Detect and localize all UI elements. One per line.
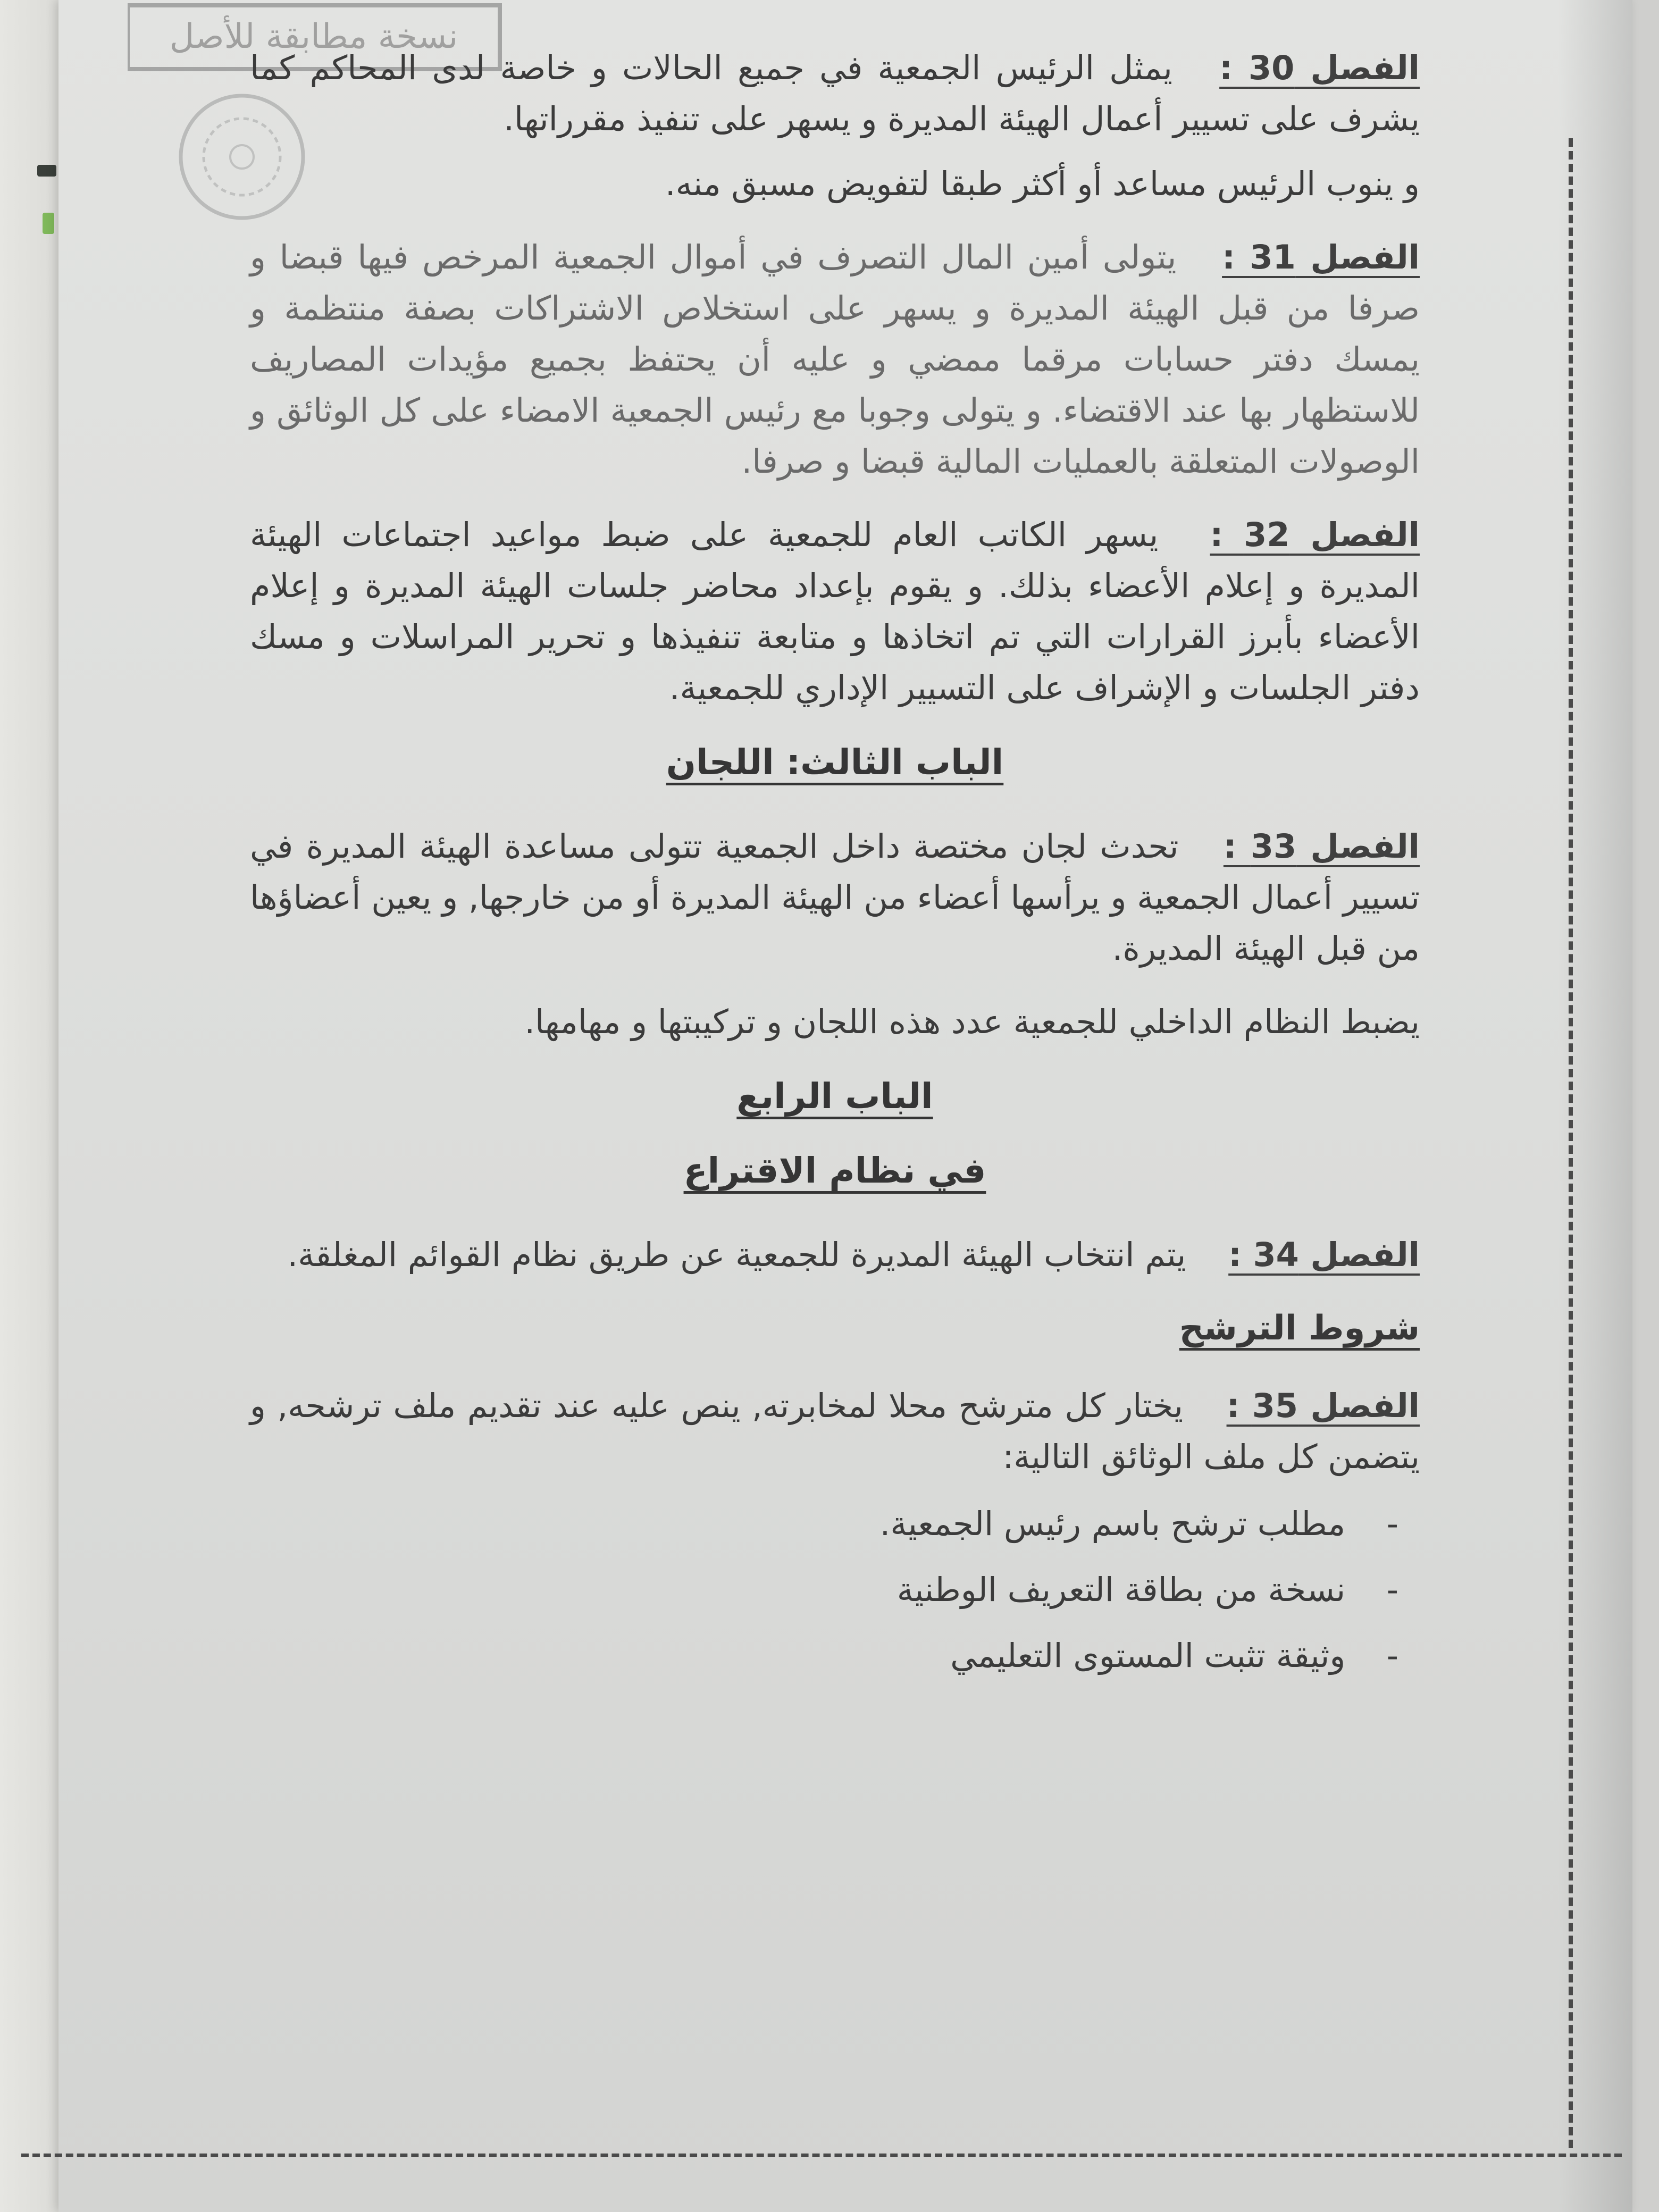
- list-item: [250, 1564, 1420, 1615]
- article-34-text: يتم انتخاب الهيئة المديرة للجمعية عن طريق نظام القوائم المغلقة.: [287, 1235, 1186, 1274]
- article-32-text: يسهر الكاتب العام للجمعية على ضبط مواعيد اجتماعات الهيئة المديرة و إعلام الأعضاء بذلك. و يقوم بإعداد محاضر جلسات الهيئة المديرة و إعلام الأعضاء بأبرز القرارات التي تم اتخاذها و متابعة تنفيذها و تحرير المراسلات و مسك دفتر الجلسات و الإشراف على التسيير الإداري للجمعية.: [250, 515, 1420, 707]
- page-border-right: [1569, 138, 1573, 2148]
- list-bullet: -: [1386, 1570, 1398, 1609]
- article-30-text: يمثل الرئيس الجمعية في جميع الحالات و خاصة لدى المحاكم كما يشرف على تسيير أعمال الهيئة المديرة و يسهر على تنفيذ مقرراتها.: [250, 48, 1420, 138]
- chapter-3-title: الباب الثالث: اللجان: [666, 742, 1004, 783]
- chapter-4-subheading: [250, 1144, 1420, 1197]
- required-documents-list: [250, 1498, 1420, 1681]
- article-33-text: تحدث لجان مختصة داخل الجمعية تتولى مساعدة الهيئة المديرة في تسيير أعمال الجمعية و يرأسها أعضاء من الهيئة المديرة أو من خارجها, و يعين أعضاؤها من قبل الهيئة المديرة.: [250, 827, 1420, 968]
- article-35-text: يختار كل مترشح محلا لمخابرته, ينص عليه عند تقديم ملف ترشحه, و يتضمن كل ملف الوثائق التالية:: [250, 1386, 1420, 1476]
- document-body: [250, 43, 1420, 1696]
- article-31-text: يتولى أمين المال التصرف في أموال الجمعية المرخص فيها قبضا و صرفا من قبل الهيئة المديرة و يسهر على استخلاص الاشتراكات بصفة منتظمة و يمسك دفتر حسابات مرقما ممضي و عليه أن يحتفظ بجميع مؤيدات المصاريف للاستظهار بها عند الاقتضاء. و يتولى وجوبا مع رئيس الجمعية الامضاء على كل الوثائق و الوصولات المتعلقة بالعمليات المالية قبضا و صرفا.: [250, 238, 1420, 481]
- desk-object: [37, 165, 56, 177]
- list-item: [250, 1498, 1420, 1549]
- article-30: [250, 43, 1420, 145]
- article-34-label: الفصل 34 :: [1228, 1235, 1420, 1274]
- article-34: [250, 1229, 1420, 1280]
- list-item: [250, 1630, 1420, 1681]
- article-30-paragraph-2: و ينوب الرئيس مساعد أو أكثر طبقا لتفويض مسبق منه.: [665, 164, 1420, 203]
- article-33-paragraph-2: يضبط النظام الداخلي للجمعية عدد هذه اللجان و تركيبتها و مهامها.: [524, 1002, 1420, 1041]
- article-33-label: الفصل 33 :: [1223, 827, 1420, 866]
- article-35-label: الفصل 35 :: [1226, 1386, 1420, 1425]
- list-item-text: وثيقة تثبت المستوى التعليمي: [950, 1636, 1346, 1675]
- article-31: [250, 232, 1420, 487]
- list-bullet: -: [1386, 1636, 1398, 1675]
- article-32: [250, 509, 1420, 714]
- article-30-label: الفصل 30 :: [1219, 48, 1420, 87]
- article-35: [250, 1380, 1420, 1482]
- chapter-4-subtitle: في نظام الاقتراع: [683, 1150, 986, 1191]
- stamp-text: نسخة مطابقة للأصل: [169, 17, 458, 56]
- article-32-label: الفصل 32 :: [1210, 515, 1420, 554]
- candidacy-conditions-heading: [250, 1303, 1420, 1354]
- list-item-text: مطلب ترشح باسم رئيس الجمعية.: [879, 1504, 1346, 1543]
- chapter-3-heading: [250, 736, 1420, 789]
- candidacy-conditions-title: شروط الترشح: [1179, 1309, 1420, 1348]
- desk-object-green: [43, 213, 54, 234]
- list-item-text: نسخة من بطاقة التعريف الوطنية: [896, 1570, 1346, 1609]
- chapter-4-heading: [250, 1070, 1420, 1123]
- article-31-label: الفصل 31 :: [1222, 238, 1420, 276]
- list-bullet: -: [1386, 1504, 1398, 1543]
- article-33: [250, 821, 1420, 974]
- page-border-bottom: [21, 2154, 1622, 2157]
- chapter-4-title: الباب الرابع: [736, 1076, 933, 1117]
